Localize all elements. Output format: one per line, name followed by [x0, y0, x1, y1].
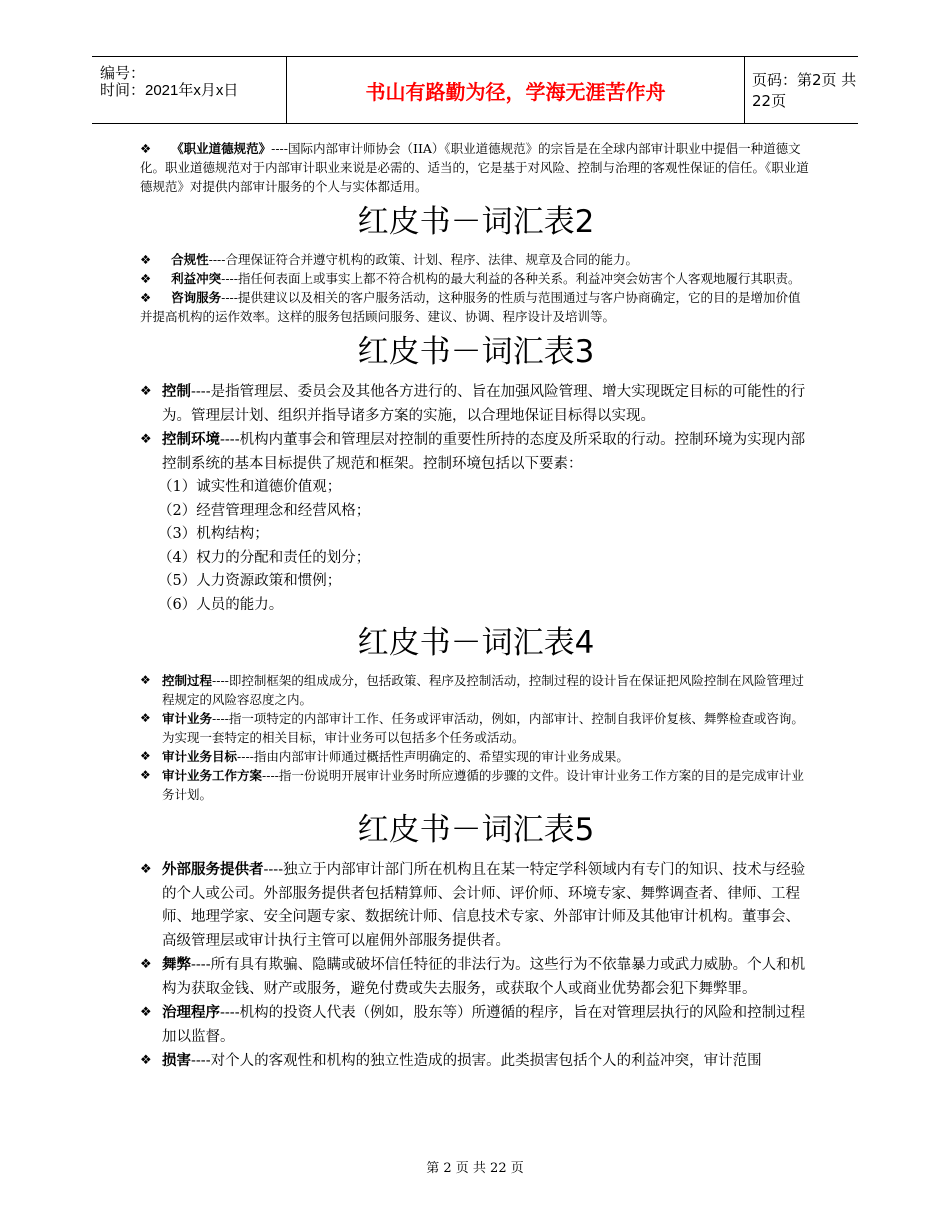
glossary-entry	[140, 671, 812, 709]
document-body	[140, 139, 812, 1074]
term: 控制过程	[162, 673, 213, 688]
glossary-entry	[140, 288, 812, 326]
term: 审计业务工作方案	[162, 768, 263, 783]
diamond-bullet-icon: ❖	[140, 290, 152, 305]
section-heading: 红皮书－词汇表3	[357, 334, 595, 370]
diamond-bullet-icon: ❖	[140, 1005, 152, 1020]
term: 咨询服务	[171, 290, 222, 305]
definition: ----对个人的客观性和机构的独立性造成的损害。此类损害包括个人的利益冲突，审计范围	[191, 1053, 762, 1069]
definition: ----所有具有欺骗、隐瞒或破坏信任特征的非法行为。这些行为不依靠暴力或武力威胁。个人和机构为获取金钱、财产或服务，避免付费或失去服务，或获取个人或商业优势都会犯下舞弊罪。	[162, 957, 806, 997]
page-footer: 第 2 页 共 22 页	[426, 1161, 524, 1176]
list-item: （3）机构结构；	[158, 526, 269, 542]
diamond-bullet-icon: ❖	[140, 1053, 152, 1068]
diamond-bullet-icon: ❖	[140, 711, 151, 725]
diamond-bullet-icon: ❖	[140, 271, 152, 286]
term: 控制	[162, 383, 191, 400]
glossary-entry	[140, 1001, 812, 1049]
glossary-entry	[140, 250, 812, 269]
diamond-bullet-icon: ❖	[140, 252, 152, 267]
definition: ----指由内部审计师通过概括性声明确定的、希望实现的审计业务成果。	[237, 749, 629, 764]
glossary-section	[140, 332, 812, 617]
document-date-label: 时间：2021年x月x日	[100, 82, 239, 99]
header-page-number: 页码：第2页 共22页	[752, 71, 857, 110]
glossary-entry	[140, 858, 812, 953]
list-item: （5）人力资源政策和惯例；	[158, 573, 342, 589]
page-header	[92, 56, 858, 124]
definition: ----即控制框架的组成成分，包括政策、程序及控制活动，控制过程的设计旨在保证把风险控制在风险管理过程规定的风险容忍度之内。	[162, 673, 804, 707]
definition: ----机构的投资人代表（例如，股东等）所遵循的程序，旨在对管理层执行的风险和控制过程加以监督。	[162, 1005, 806, 1045]
section-heading: 红皮书－词汇表2	[357, 204, 595, 240]
glossary-entry	[140, 747, 812, 766]
definition: ----指一项特定的内部审计工作、任务或评审活动，例如，内部审计、控制自我评价复核、舞弊检查或咨询。为实现一套特定的相关目标，审计业务可以包括多个任务或活动。	[162, 711, 804, 745]
diamond-bullet-icon: ❖	[140, 141, 152, 156]
section-heading: 红皮书－词汇表5	[357, 812, 595, 848]
glossary-entry	[140, 380, 812, 428]
header-meta	[92, 57, 286, 123]
term: 审计业务目标	[162, 749, 238, 764]
diamond-bullet-icon: ❖	[140, 862, 152, 877]
document-number-label: 编号：	[100, 65, 146, 82]
list-item: （2）经营管理理念和经营风格；	[158, 502, 371, 519]
term: 合规性	[171, 252, 209, 267]
term: 外部服务提供者	[162, 861, 264, 878]
diamond-bullet-icon: ❖	[140, 749, 151, 763]
header-motto: 书山有路勤为径，学海无涯苦作舟	[286, 57, 745, 123]
definition: ----提供建议以及相关的客户服务活动，这种服务的性质与范围通过与客户协商确定，它的目的是增加价值并提高机构的运作效率。这样的服务包括顾问服务、建议、协调、程序设计及培训等。	[140, 290, 801, 324]
diamond-bullet-icon: ❖	[140, 957, 152, 972]
definition: ----指任何表面上或事实上都不符合机构的最大利益的各种关系。利益冲突会妨害个人客观地履行其职责。	[221, 271, 801, 286]
definition: ----合理保证符合并遵守机构的政策、计划、程序、法律、规章及合同的能力。	[208, 252, 639, 267]
intro-paragraph	[140, 139, 812, 196]
glossary-entry	[140, 766, 812, 804]
diamond-bullet-icon: ❖	[140, 673, 151, 687]
section-heading: 红皮书－词汇表4	[357, 625, 595, 661]
list-item: （6）人员的能力。	[158, 596, 284, 613]
term: 舞弊	[162, 956, 191, 973]
list-item: （1）诚实性和道德价值观；	[158, 479, 342, 495]
glossary-entry	[140, 269, 812, 288]
glossary-entry	[140, 1049, 812, 1074]
diamond-bullet-icon: ❖	[140, 384, 152, 399]
term: 审计业务	[162, 711, 213, 726]
glossary-entry	[140, 428, 812, 476]
diamond-bullet-icon: ❖	[140, 432, 152, 447]
definition: ----指一份说明开展审计业务时所应遵循的步骤的文件。设计审计业务工作方案的目的是完成审计业务计划。	[162, 768, 804, 802]
glossary-section	[140, 810, 812, 1074]
glossary-section	[140, 623, 812, 804]
term: 利益冲突	[171, 271, 222, 286]
term: 《职业道德规范》	[171, 141, 272, 156]
list-item: （4）权力的分配和责任的划分；	[158, 549, 371, 566]
definition: ----是指管理层、委员会及其他各方进行的、旨在加强风险管理、增大实现既定目标的可能性的行为。管理层计划、组织并指导诸多方案的实施，以合理地保证目标得以实现。	[162, 384, 806, 424]
glossary-entry	[140, 709, 812, 747]
glossary-entry	[140, 953, 812, 1001]
diamond-bullet-icon: ❖	[140, 768, 151, 782]
term: 治理程序	[162, 1004, 220, 1021]
definition: ----独立于内部审计部门所在机构且在某一特定学科领域内有专门的知识、技术与经验的个人或公司。外部服务提供者包括精算师、会计师、评价师、环境专家、舞弊调查者、律师、工程师、地理学家、安全问题专家、数据统计师、信息技术专家、外部审计师及其他审计机构。董事会、高级管理层或审计执行主管可以雇佣外部服务提供者。	[162, 862, 806, 949]
definition: ----国际内部审计师协会（IIA）《职业道德规范》的宗旨是在全球内部审计职业中提倡一种道德文化。职业道德规范对于内部审计职业来说是必需的、适当的，它是基于对风险、控制与治理的客观性保证的信任。《职业道德规范》对提供内部审计服务的个人与实体都适用。	[140, 141, 809, 194]
definition: ----机构内董事会和管理层对控制的重要性所持的态度及所采取的行动。控制环境为实现内部控制系统的基本目标提供了规范和框架。控制环境包括以下要素：	[162, 432, 806, 472]
term: 损害	[162, 1052, 191, 1069]
term: 控制环境	[162, 431, 220, 448]
glossary-section	[140, 202, 812, 326]
